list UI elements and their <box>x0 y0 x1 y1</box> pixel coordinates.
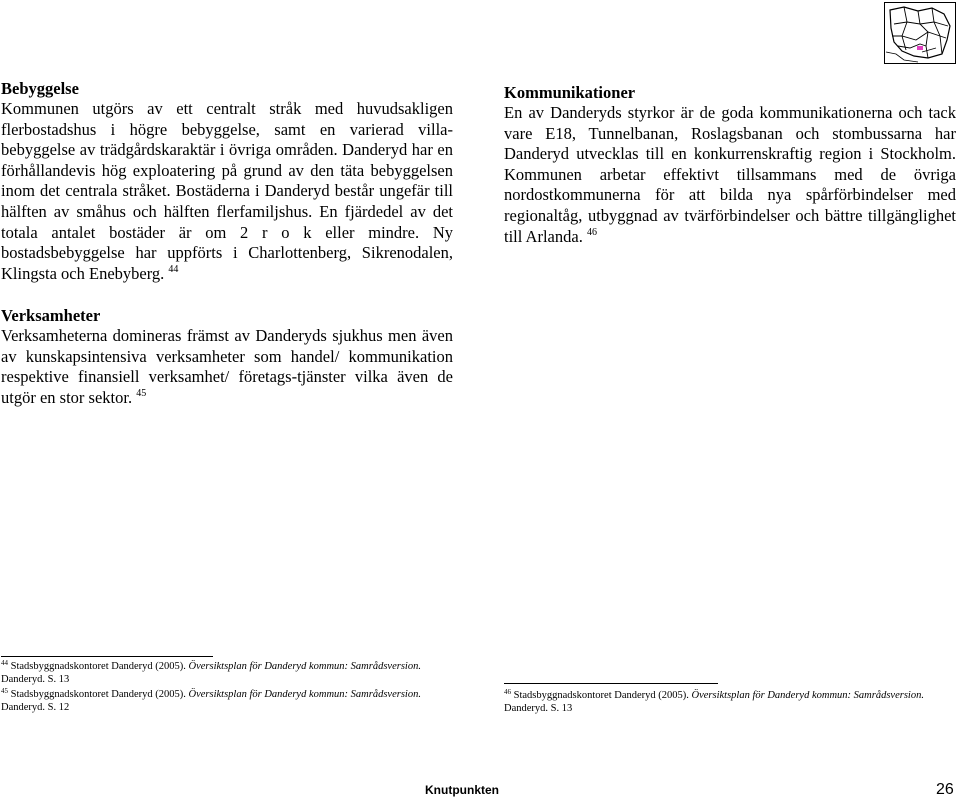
highlight-marker <box>917 46 923 50</box>
paragraph-kommunikationer-text: En av Danderyds styrkor är de goda kommunikationerna och tack vare E18, Tunnelbanan, Roslagsbanan och stombussarna har Danderyd utvecklas till en konkurrenskraftig region i Stockholm. Kommunen arbetar effektivt tillsammans med de övriga nordostkommunerna för att bilda nya spårförbindelser med regionaltåg, utbyggnad av tvärförbindelser och bättre tillgänglighet till Arlanda. <box>504 103 956 246</box>
section-verksamheter <box>1 306 453 408</box>
footnote-rule-left <box>1 656 213 657</box>
footnote-number: 44 <box>1 659 8 667</box>
footnote-44 <box>1 660 421 686</box>
footnote-title: Översiktsplan för Danderyd kommun: Samrådsversion. <box>691 690 924 701</box>
footnote-title: Översiktsplan för Danderyd kommun: Samrådsversion. <box>188 689 421 700</box>
paragraph-bebyggelse <box>1 99 453 284</box>
footnote-number: 46 <box>504 688 511 696</box>
section-bebyggelse <box>1 79 453 284</box>
footnote-page: Danderyd. S. 13 <box>504 703 573 714</box>
footnote-source: Stadsbyggnadskontoret Danderyd (2005). <box>10 661 189 672</box>
paragraph-verksamheter-text: Verksamheterna domineras främst av Danderyds sjukhus men även av kunskapsintensiva verksamheter som handel/ kommunikation respektive finansiell verksamhet/ företags-tjänster vilka även de utgör en stor sektor. <box>1 326 453 407</box>
footnote-number: 45 <box>1 687 8 695</box>
footnote-source: Stadsbyggnadskontoret Danderyd (2005). <box>513 690 692 701</box>
footnote-rule-right <box>504 683 718 684</box>
paragraph-verksamheter <box>1 326 453 408</box>
paragraph-kommunikationer <box>504 103 956 247</box>
heading-kommunikationer: Kommunikationer <box>504 83 636 102</box>
footnote-46 <box>504 689 924 715</box>
heading-verksamheter: Verksamheter <box>1 306 101 325</box>
paragraph-bebyggelse-text: Kommunen utgörs av ett centralt stråk med huvudsakligen flerbostadshus i högre bebyggelse, samt en varierad villa-bebyggelse av trädgårdskaraktär i övriga områden. Danderyd har en förhållandevis hög exploatering på grund av den täta bebyggelsen inom det centrala stråket. Bostäderna i Danderyd består ungefär till hälften av småhus och hälften flerfamiljshus. En fjärdedel av det totala antalet bostäder är om 2 r o k eller mindre. Ny bostadsbebyggelse har uppförts i Charlottenberg, Sikrenodalen, Klingsta och Enebyberg. <box>1 99 453 283</box>
section-kommunikationer <box>504 83 956 247</box>
municipality-map-icon <box>884 2 956 64</box>
footer-title: Knutpunkten <box>425 783 499 797</box>
heading-bebyggelse: Bebyggelse <box>1 79 79 98</box>
footnote-45 <box>1 688 421 714</box>
footnote-ref-46[interactable]: 46 <box>586 226 597 238</box>
footnote-page: Danderyd. S. 13 <box>1 674 70 685</box>
footnote-ref-44[interactable]: 44 <box>168 263 179 275</box>
footnote-page: Danderyd. S. 12 <box>1 702 70 713</box>
footnote-source: Stadsbyggnadskontoret Danderyd (2005). <box>10 689 189 700</box>
footnote-ref-45[interactable]: 45 <box>136 387 147 399</box>
footnote-title: Översiktsplan för Danderyd kommun: Samrådsversion. <box>188 661 421 672</box>
page-number: 26 <box>936 781 954 798</box>
